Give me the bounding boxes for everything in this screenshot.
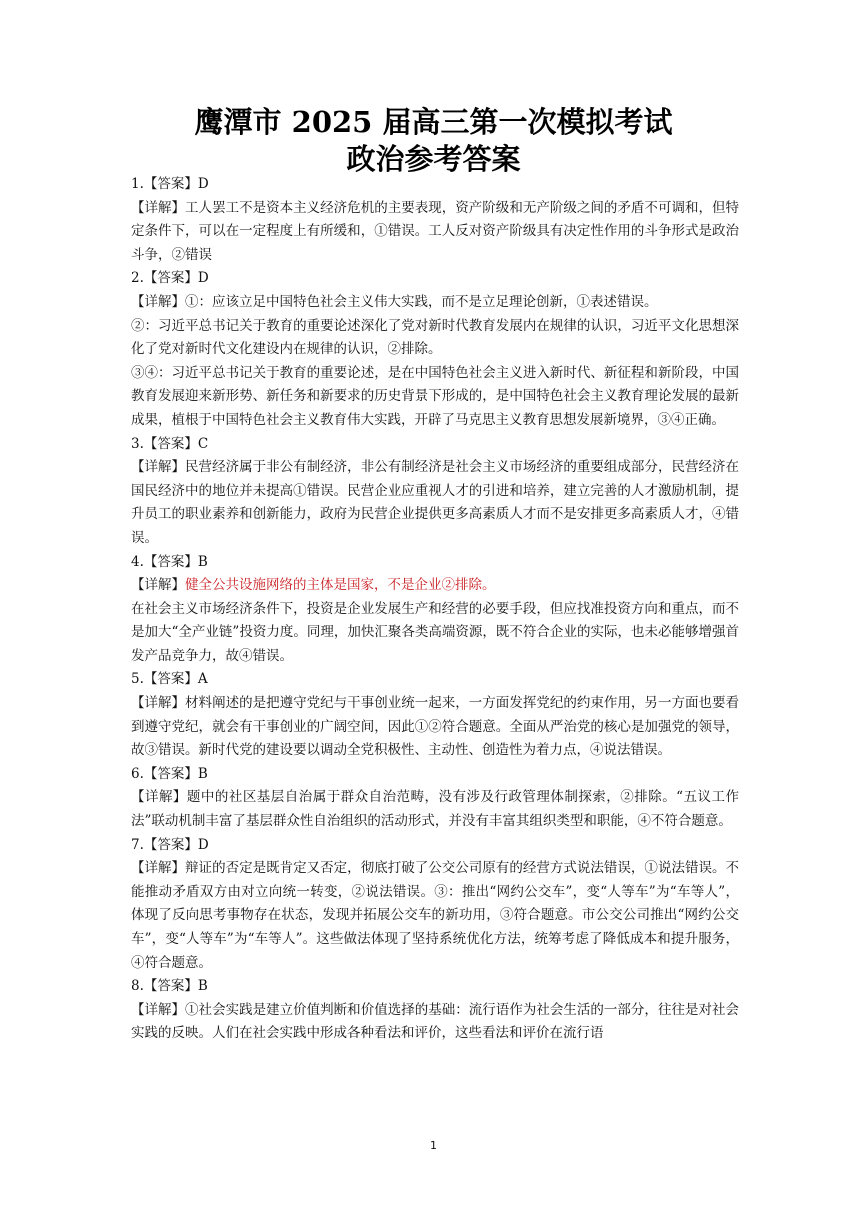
- paragraph: 【详解】材料阐述的是把遵守党纪与干事创业统一起来，一方面发挥党纪的约束作用，另一方面也要看到遵守党纪，就会有干事创业的广阔空间，因此①②符合题意。全面从严治党的核心是加强党的领导，故③错误。新时代党的建设要以调动全党积极性、主动性、创造性为着力点，④说法错误。: [131, 695, 739, 759]
- paragraph: 【详解】①社会实践是建立价值判断和价值选择的基础：流行语作为社会生活的一部分，往往是对社会实践的反映。人们在社会实践中形成各种看法和评价，这些看法和评价在流行语: [131, 1001, 739, 1042]
- paragraph: ③④：习近平总书记关于教育的重要论述，是在中国特色社会主义进入新时代、新征程和新阶段，中国教育发展迎来新形势、新任务和新要求的历史背景下形成的，是中国特色社会主义教育理论发展的最新成果，植根于中国特色社会主义教育伟大实践，开辟了马克思主义教育思想发展新境界，③④正确。: [131, 364, 739, 428]
- paragraph: 1.【答案】D: [131, 176, 209, 192]
- paragraph: 8.【答案】B: [131, 978, 208, 995]
- document-subtitle: 政治参考答案: [346, 142, 521, 176]
- paragraph: 3.【答案】C: [131, 435, 209, 452]
- paragraph: 【详解】①：应该立足中国特色社会主义伟大实践，而不是立足理论创新，①表述错误。: [131, 293, 658, 310]
- detail-label: 【详解】: [131, 577, 185, 594]
- paragraph: 6.【答案】B: [131, 765, 208, 782]
- paragraph: 【详解】工人罢工不是资本主义经济危机的主要表现，资产阶级和无产阶级之间的矛盾不可调和，但特定条件下，可以在一定程度上有所缓和，①错误。工人反对资产阶级具有决定性作用的斗争形式是政治斗争，②错误: [131, 199, 739, 263]
- paragraph: 【详解】辩证的否定是既肯定又否定，彻底打破了公交公司原有的经营方式说法错误，①说法错误。不能推动矛盾双方由对立向统一转变，②说法错误。③：推出“网约公交车”，变“人等车”为“车等人”，体现了反向思考事物存在状态，发现并拓展公交车的新功用，③符合题意。市公交公司推出“网约公交车”，变“人等车”为“车等人”。这些做法体现了坚持系统优化方法，统筹考虑了降低成本和提升服务，④符合题意。: [131, 860, 739, 971]
- paragraph: 4.【答案】B: [131, 553, 208, 570]
- document-title: 鹰潭市 2025 届高三第一次模拟考试: [194, 105, 673, 139]
- paragraph: 7.【答案】D: [131, 836, 209, 853]
- answer-content: [131, 173, 739, 1046]
- highlighted-text: 健全公共设施网络的主体是国家，不是企业②排除。: [185, 577, 496, 594]
- paragraph: 在社会主义市场经济条件下，投资是企业发展生产和经营的必要手段，但应找准投资方向和重点，而不是加大“全产业链”投资力度。同理，加快汇聚各类高端资源，既不符合企业的实际，也未必能够增强首发产品竞争力，故④错误。: [131, 600, 739, 664]
- paragraph: 5.【答案】A: [131, 671, 208, 688]
- paragraph: ②：习近平总书记关于教育的重要论述深化了党对新时代教育发展内在规律的认识，习近平文化思想深化了党对新时代文化建设内在规律的认识，②排除。: [131, 317, 739, 358]
- page-number: 1: [430, 1139, 437, 1152]
- paragraph: 2.【答案】D: [131, 270, 209, 287]
- paragraph-q4-detail: [131, 574, 739, 598]
- paragraph: 【详解】民营经济属于非公有制经济，非公有制经济是社会主义市场经济的重要组成部分，民营经济在国民经济中的地位并未提高①错误。民营企业应重视人才的引进和培养，建立完善的人才激励机制，提升员工的职业素养和创新能力，政府为民营企业提供更多高素质人才而不是安排更多高素质人才，④错误。: [131, 459, 739, 546]
- paragraph: 【详解】题中的社区基层自治属于群众自治范畴，没有涉及行政管理体制探索，②排除。“五议工作法”联动机制丰富了基层群众性自治组织的活动形式，并没有丰富其组织类型和职能，④不符合题意。: [131, 789, 739, 830]
